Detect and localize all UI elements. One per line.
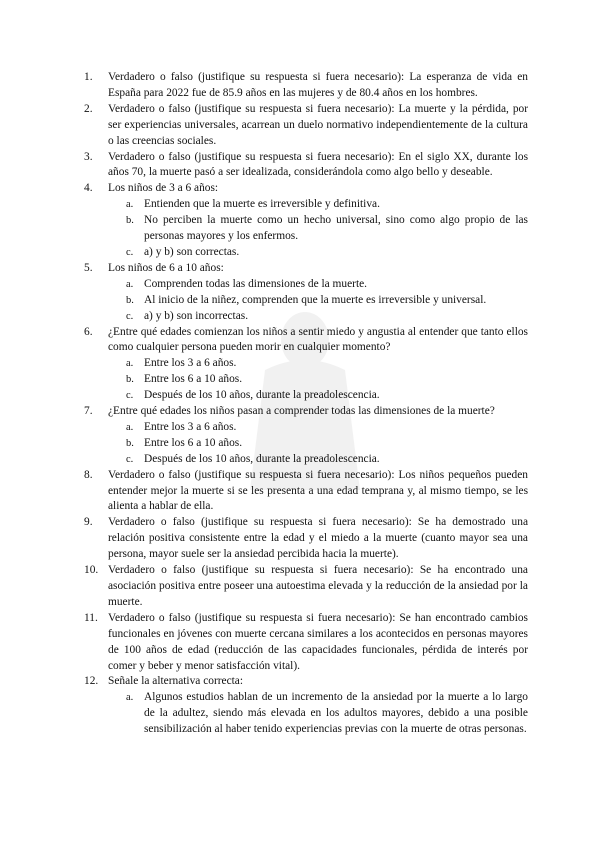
- option-text: Entre los 3 a 6 años.: [144, 357, 237, 370]
- question-number: 12.: [84, 675, 99, 688]
- question-item: [80, 181, 528, 261]
- option-label: c.: [126, 453, 134, 465]
- option-label: b.: [126, 294, 134, 306]
- option-item: [108, 197, 528, 213]
- option-list: [108, 277, 528, 325]
- option-text: Entre los 6 a 10 años.: [144, 373, 243, 386]
- option-item: [108, 388, 528, 404]
- question-item: [80, 563, 528, 611]
- question-number: 3.: [84, 150, 93, 163]
- option-label: c.: [126, 390, 134, 402]
- question-item: [80, 611, 528, 675]
- option-item: [108, 690, 528, 738]
- question-number: 10.: [84, 564, 99, 577]
- question-text: Verdadero o falso (justifique su respuesta si fuera necesario): La muerte y la pérdida, por ser experiencias universales, acarrean un duelo normativo independientemente de la cultura o las creencias sociales.: [108, 102, 528, 147]
- option-item: [108, 372, 528, 388]
- question-item: [80, 102, 528, 150]
- option-label: a.: [126, 692, 134, 704]
- option-label: a.: [126, 278, 134, 290]
- option-item: [108, 356, 528, 372]
- option-list: [108, 356, 528, 404]
- option-label: b.: [126, 215, 134, 227]
- option-item: [108, 245, 528, 261]
- option-label: b.: [126, 374, 134, 386]
- question-number: 6.: [84, 325, 93, 338]
- option-item: [108, 420, 528, 436]
- question-item: [80, 515, 528, 563]
- option-list: [108, 197, 528, 261]
- question-text: Los niños de 3 a 6 años:: [108, 182, 219, 195]
- question-number: 7.: [84, 405, 93, 418]
- question-text: Verdadero o falso (justifique su respuesta si fuera necesario): En el siglo XX, durante los años 70, la muerte pasó a ser idealizada, considerándola como algo bello y deseable.: [108, 150, 528, 179]
- question-text: Verdadero o falso (justifique su respuesta si fuera necesario): Los niños pequeños pueden entender mejor la muerte si se les presenta a una edad temprana y, al mismo tiempo, se les alienta a hablar de ella.: [108, 468, 528, 513]
- question-number: 8.: [84, 468, 93, 481]
- question-text: Verdadero o falso (justifique su respuesta si fuera necesario): Se ha encontrado una asociación positiva entre poseer una autoestima elevada y la reducción de la ansiedad por la muerte.: [108, 564, 528, 608]
- option-item: [108, 277, 528, 293]
- question-text: Los niños de 6 a 10 años:: [108, 261, 224, 274]
- option-text: Después de los 10 años, durante la preadolescencia.: [144, 452, 380, 465]
- question-number: 5.: [84, 261, 93, 274]
- option-label: a.: [126, 421, 134, 433]
- question-item: [80, 70, 528, 102]
- question-item: [80, 325, 528, 405]
- question-item: [80, 150, 528, 182]
- option-text: Algunos estudios hablan de un incremento de la ansiedad por la muerte a lo largo de la adultez, siendo más elevada en los adultos mayores, debido a una posible sensibilización al haber tenido experiencias previas con la muerte de otras personas.: [144, 691, 528, 736]
- option-item: [108, 213, 528, 245]
- document-page: [80, 70, 528, 738]
- option-text: No perciben la muerte como un hecho universal, sino como algo propio de las personas mayores y los enfermos.: [144, 214, 528, 243]
- question-item: [80, 261, 528, 325]
- question-number: 9.: [84, 516, 93, 529]
- option-label: c.: [126, 310, 134, 322]
- option-text: a) y b) son incorrectas.: [144, 309, 249, 322]
- question-number: 1.: [84, 71, 93, 83]
- option-list: [108, 420, 528, 468]
- question-number: 11.: [84, 611, 98, 624]
- option-text: Entienden que la muerte es irreversible y definitiva.: [144, 198, 380, 211]
- question-text: ¿Entre qué edades los niños pasan a comprender todas las dimensiones de la muerte?: [108, 405, 495, 418]
- option-item: [108, 436, 528, 452]
- option-label: b.: [126, 437, 134, 449]
- question-list: [80, 70, 528, 738]
- option-text: a) y b) son correctas.: [144, 245, 240, 258]
- option-item: [108, 452, 528, 468]
- option-label: c.: [126, 246, 134, 258]
- question-number: 2.: [84, 102, 93, 115]
- option-text: Después de los 10 años, durante la preadolescencia.: [144, 389, 380, 402]
- question-text: Verdadero o falso (justifique su respuesta si fuera necesario): Se ha demostrado una relación positiva consistente entre la edad y el miedo a la muerte (cuanto mayor sea una persona, mayor suele ser la ansiedad percibida hacia la muerte).: [108, 516, 528, 561]
- question-item: [80, 404, 528, 468]
- option-item: [108, 309, 528, 325]
- option-text: Entre los 3 a 6 años.: [144, 420, 237, 433]
- question-text: Verdadero o falso (justifique su respuesta si fuera necesario): La esperanza de vida en España para 2022 fue de 85.9 años en las mujeres y de 80.4 años en los hombres.: [108, 71, 528, 99]
- question-item: [80, 674, 528, 738]
- question-text: Verdadero o falso (justifique su respuesta si fuera necesario): Se han encontrado cambios funcionales en jóvenes con muerte cercana similares a los acontecidos en personas mayores de 100 años de edad (reducción de las capacidades funcionales, pérdida de interés por comer y beber y menor satisfacción vital).: [108, 611, 528, 672]
- question-number: 4.: [84, 182, 93, 195]
- option-label: a.: [126, 199, 134, 211]
- option-text: Al inicio de la niñez, comprenden que la muerte es irreversible y universal.: [144, 293, 487, 306]
- option-text: Comprenden todas las dimensiones de la muerte.: [144, 277, 368, 290]
- option-item: [108, 293, 528, 309]
- question-item: [80, 468, 528, 516]
- option-list: [108, 690, 528, 738]
- question-text: ¿Entre qué edades comienzan los niños a sentir miedo y angustia al entender que tanto ellos como cualquier persona pueden morir en cualquier momento?: [108, 325, 528, 354]
- question-text: Señale la alternativa correcta:: [108, 675, 244, 688]
- option-label: a.: [126, 358, 134, 370]
- option-text: Entre los 6 a 10 años.: [144, 436, 243, 449]
